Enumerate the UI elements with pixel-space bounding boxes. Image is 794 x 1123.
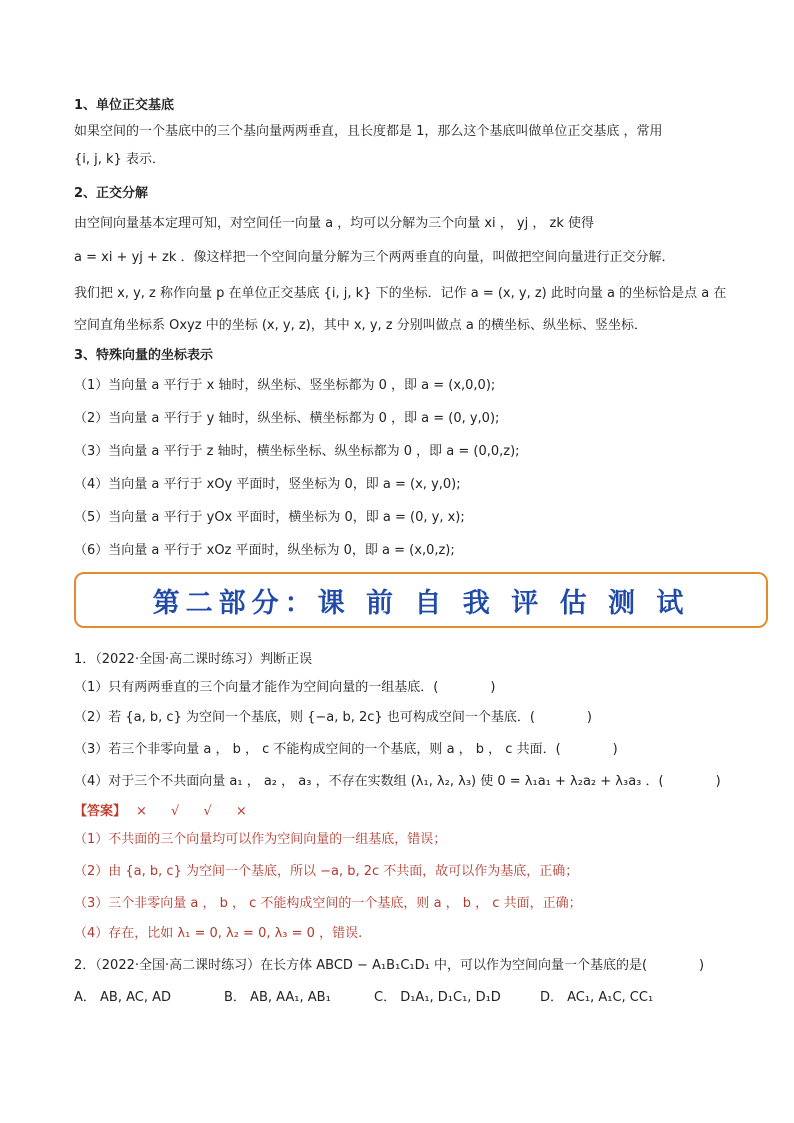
question1-explanation: （4）存在，比如 λ₁ = 0, λ₂ = 0, λ₃ = 0 ，错误.: [74, 926, 363, 941]
question2-choice-b: B． AB, AA₁, AB₁: [224, 990, 331, 1005]
section1-text-line2: {i, j, k} 表示．: [74, 152, 165, 167]
question1-item: （4）对于三个不共面向量 a₁ ， a₂ ， a₃ ，不存在实数组 (λ₁, λ₂, λ₃) 使 0 = λ₁a₁ + λ₂a₂ + λ₃a₃ ．( ): [74, 774, 721, 789]
section2-heading: 2、正交分解: [74, 186, 149, 201]
answer-marks: × √ √ ×: [136, 804, 257, 819]
question1-item: （2）若 {a, b, c} 为空间一个基底，则 {−a, b, 2c} 也可构成空间一个基底．( ): [74, 710, 592, 725]
special-vector-item: （4）当向量 a 平行于 xOy 平面时，竖坐标为 0，即 a = (x, y,0);: [74, 477, 461, 492]
question1-item: （3）若三个非零向量 a ， b ， c 不能构成空间的一个基底，则 a ， b ， c 共面．( ): [74, 742, 618, 757]
question2-choice-c: C． D₁A₁, D₁C₁, D₁D: [374, 990, 501, 1005]
section2-text-line3: 我们把 x, y, z 称作向量 p 在单位正交基底 {i, j, k} 下的坐标．记作 a = (x, y, z) 此时向量 a 的坐标恰是点 a 在: [74, 286, 727, 301]
special-vector-item: （1）当向量 a 平行于 x 轴时，纵坐标、竖坐标都为 0 ，即 a = (x,0,0);: [74, 378, 496, 393]
question1-item: （1）只有两两垂直的三个向量才能作为空间向量的一组基底．( ): [74, 680, 496, 695]
section3-heading: 3、特殊向量的坐标表示: [74, 348, 214, 363]
special-vector-item: （3）当向量 a 平行于 z 轴时，横坐标坐标、纵坐标都为 0 ，即 a = (0,0,z);: [74, 444, 520, 459]
section1-text-line1: 如果空间的一个基底中的三个基向量两两垂直，且长度都是 1，那么这个基底叫做单位正交基底 ，常用: [74, 124, 663, 139]
section2-text-line1: 由空间向量基本定理可知，对空间任一向量 a ，均可以分解为三个向量 xi ， yj ， zk 使得: [74, 216, 594, 231]
special-vector-item: （5）当向量 a 平行于 yOx 平面时，横坐标为 0，即 a = (0, y, x);: [74, 510, 465, 525]
question2-title: 2．（2022·全国·高二课时练习）在长方体 ABCD − A₁B₁C₁D₁ 中，可以作为空间向量一个基底的是( ): [74, 958, 705, 973]
question1-title: 1．（2022·全国·高二课时练习）判断正误: [74, 652, 313, 667]
question1-answer: [74, 802, 724, 822]
special-vector-item: （2）当向量 a 平行于 y 轴时，纵坐标、横坐标都为 0 ，即 a = (0, y,0);: [74, 411, 500, 426]
question1-explanation: （1）不共面的三个向量均可以作为空间向量的一组基底，错误；: [74, 832, 447, 847]
special-vector-item: （6）当向量 a 平行于 xOz 平面时，纵坐标为 0，即 a = (x,0,z);: [74, 543, 455, 558]
answer-label: 【答案】: [74, 804, 127, 819]
section2-text-line2: a = xi + yj + zk ．像这样把一个空间向量分解为三个两两垂直的向量，叫做把空间向量进行正交分解．: [74, 250, 675, 265]
banner-title: 第二部分：课 前 自 我 评 估 测 试: [152, 587, 690, 619]
question2-choice-a: A． AB, AC, AD: [74, 990, 172, 1005]
section-banner: [74, 572, 768, 628]
question1-explanation: （3）三个非零向量 a ， b ， c 不能构成空间的一个基底，则 a ， b ， c 共面，正确；: [74, 896, 582, 911]
section2-text-line4: 空间直角坐标系 Oxyz 中的坐标 (x, y, z)，其中 x, y, z 分别叫做点 a 的横坐标、纵坐标、竖坐标．: [74, 318, 647, 333]
question1-explanation: （2）由 {a, b, c} 为空间一个基底，所以 −a, b, 2c 不共面，故可以作为基底，正确；: [74, 864, 579, 879]
section1-heading: 1、单位正交基底: [74, 98, 175, 113]
question2-choice-d: D． AC₁, A₁C, CC₁: [540, 990, 654, 1005]
